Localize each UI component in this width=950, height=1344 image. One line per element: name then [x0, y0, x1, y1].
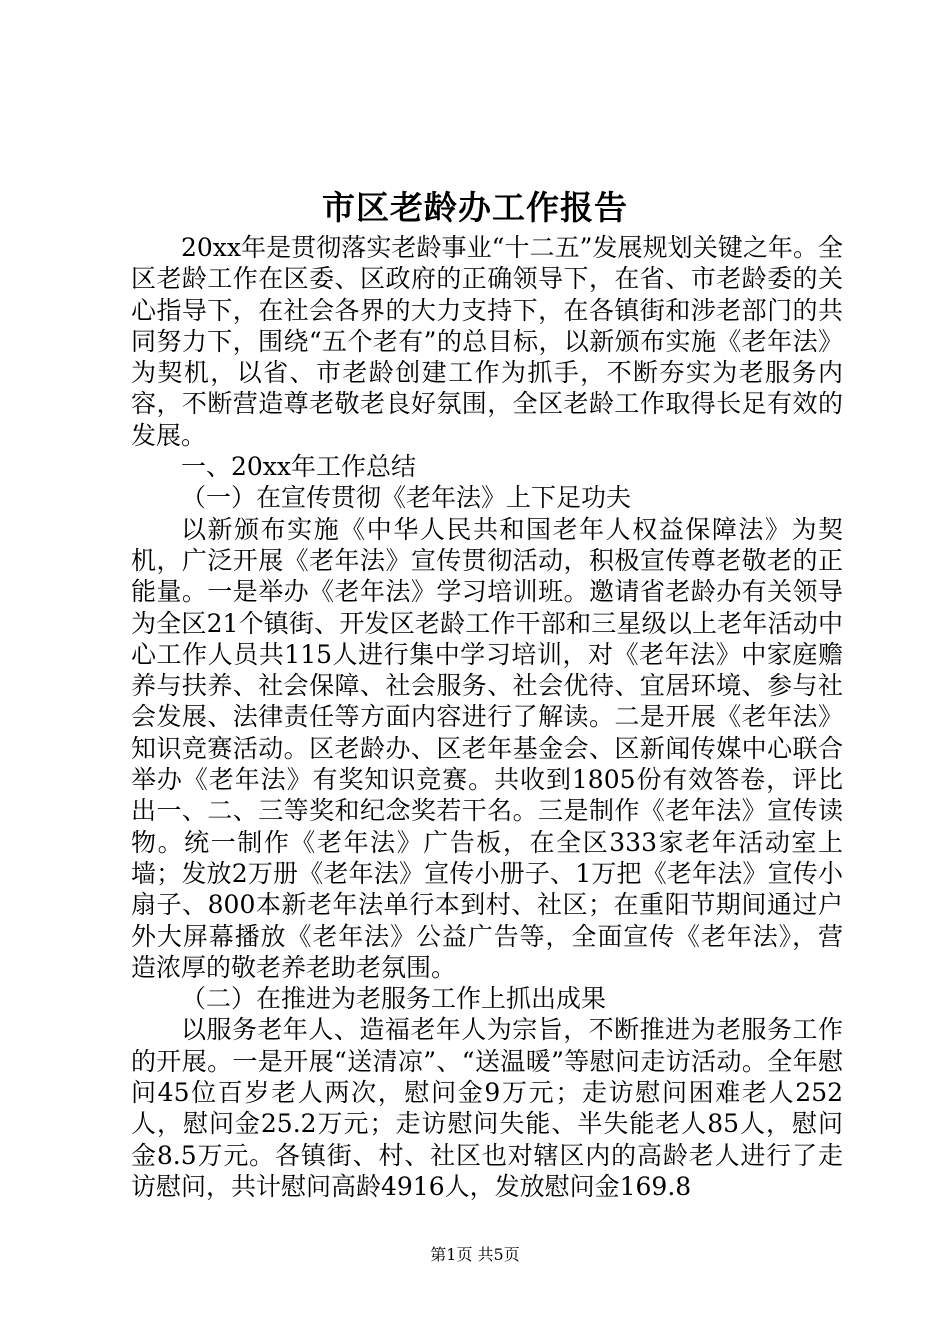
- subsection-paragraph-2: 以服务老年人、造福老年人为宗旨，不断推进为老服务工作的开展。一是开展“送清凉”、“送温暖”等慰问走访活动。全年慰问45位百岁老人两次，慰问金9万元；走访慰问困难老人252人，慰问金25.2万元；走访慰问失能、半失能老人85人，慰问金8.5万元。各镇街、村、社区也对辖区内的高龄老人进行了走访慰问，共计慰问高龄4916人，发放慰问金169.8: [131, 1015, 843, 1201]
- page-footer: 第1页 共5页: [430, 1245, 520, 1264]
- intro-paragraph: 20xx年是贯彻落实老龄事业“十二五”发展规划关键之年。全区老龄工作在区委、区政府的正确领导下，在省、市老龄委的关心指导下，在社会各界的大力支持下，在各镇街和涉老部门的共同努力下，围绕“五个老有”的总目标，以新颁布实施《老年法》为契机，以省、市老龄创建工作为抓手，不断夯实为老服务内容，不断营造尊老敬老良好氛围，全区老龄工作取得长足有效的发展。: [131, 233, 843, 450]
- subsection-heading-1: （一）在宣传贯彻《老年法》上下足功夫: [181, 483, 632, 513]
- section-heading: 一、20xx年工作总结: [181, 452, 417, 482]
- subsection-heading-2: （二）在推进为老服务工作上抓出成果: [181, 984, 607, 1014]
- subsection-paragraph-1: 以新颁布实施《中华人民共和国老年人权益保障法》为契机，广泛开展《老年法》宣传贯彻活动，积极宣传尊老敬老的正能量。一是举办《老年法》学习培训班。邀请省老龄办有关领导为全区21个镇街、开发区老龄工作干部和三星级以上老年活动中心工作人员共115人进行集中学习培训，对《老年法》中家庭赡养与扶养、社会保障、社会服务、社会优待、宜居环境、参与社会发展、法律责任等方面内容进行了解读。二是开展《老年法》知识竞赛活动。区老龄办、区老年基金会、区新闻传媒中心联合举办《老年法》有奖知识竞赛。共收到1805份有效答卷，评比出一、二、三等奖和纪念奖若干名。三是制作《老年法》宣传读物。统一制作《老年法》广告板，在全区333家老年活动室上墙；发放2万册《老年法》宣传小册子、1万把《老年法》宣传小扇子、800本新老年法单行本到村、社区；在重阳节期间通过户外大屏幕播放《老年法》公益广告等，全面宣传《老年法》，营造浓厚的敬老养老助老氛围。: [131, 514, 843, 982]
- document-body: [131, 232, 843, 1202]
- document-title: 市区老龄办工作报告: [322, 188, 628, 227]
